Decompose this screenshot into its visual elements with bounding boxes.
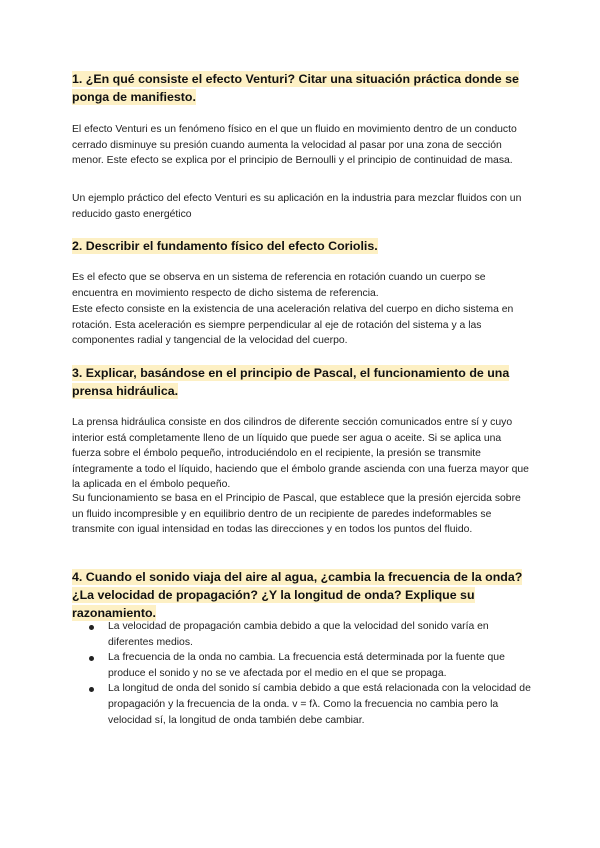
bullet-icon [89,656,94,661]
bullet-icon [89,625,94,630]
list-item-text: La velocidad de propagación cambia debido a que la velocidad del sonido varía en diferentes medios. [108,621,489,648]
bullet-icon [89,687,94,692]
question-1-example-paragraph: Un ejemplo práctico del efecto Venturi es su aplicación en la industria para mezclar fluidos con un reducido gasto energético [72,193,522,220]
question-3-answer-paragraph-2: Su funcionamiento se basa en el Principio de Pascal, que establece que la presión ejercida sobre un fluido incompresible y en equilibrio dentro de un recipiente de paredes indeformables se transmite con igual intensidad en todas las direcciones y en todos los puntos del fluido. [72,493,521,536]
question-4-answer-list [72,619,532,728]
question-3-answer-paragraph-1: La prensa hidráulica consiste en dos cilindros de diferente sección comunicados entre sí y cuyo interior está completamente lleno de un líquido que puede ser agua o aceite. Si se aplica una fuerza sobre el émbolo pequeño, introduciéndolo en el recipiente, la presión se transmite íntegramente a todo el líquido, haciendo que el émbolo grande ascienda con una fuerza mayor que la aplicada en el émbolo pequeño. [72,417,529,491]
question-4-text: 4. Cuando el sonido viaja del aire al agua, ¿cambia la frecuencia de la onda? ¿La velocidad de propagación? ¿Y la longitud de onda? Explique su razonamiento. [72,570,523,620]
question-1-heading [72,70,532,106]
question-1-answer-paragraph: El efecto Venturi es un fenómeno físico en el que un fluido en movimiento dentro de un conducto cerrado disminuye su presión cuando aumenta la velocidad al pasar por una zona de sección menor. Este efecto se explica por el principio de Bernoulli y el principio de continuidad de masa. [72,124,517,167]
list-item [72,650,532,681]
question-2-heading [72,237,532,255]
question-2-text: 2. Describir el fundamento físico del efecto Coriolis. [72,239,378,253]
question-3-text: 3. Explicar, basándose en el principio de Pascal, el funcionamiento de una prensa hidráulica. [72,366,510,398]
question-2-answer-paragraph-1: Es el efecto que se observa en un sistema de referencia en rotación cuando un cuerpo se encuentra en movimiento respecto de dicho sistema de referencia. [72,272,486,299]
list-item-text: La frecuencia de la onda no cambia. La frecuencia está determinada por la fuente que produce el sonido y no se ve afectada por el medio en el que se propaga. [108,652,505,679]
question-3-heading [72,364,532,400]
question-1-text: 1. ¿En qué consiste el efecto Venturi? Citar una situación práctica donde se ponga de manifiesto. [72,72,519,104]
question-2-answer-paragraph-2: Este efecto consiste en la existencia de una aceleración relativa del cuerpo en dicho sistema en rotación. Esta aceleración es siempre perpendicular al eje de rotación del sistema y a las componentes radial y tangencial de la velocidad del cuerpo. [72,304,514,347]
list-item-text: La longitud de onda del sonido sí cambia debido a que está relacionada con la velocidad de propagación y la frecuencia de la onda. v = fλ. Como la frecuencia no cambia pero la velocidad sí, la longitud de onda también debe cambiar. [108,683,531,726]
list-item [72,681,532,728]
question-4-heading [72,568,532,622]
list-item [72,619,532,650]
